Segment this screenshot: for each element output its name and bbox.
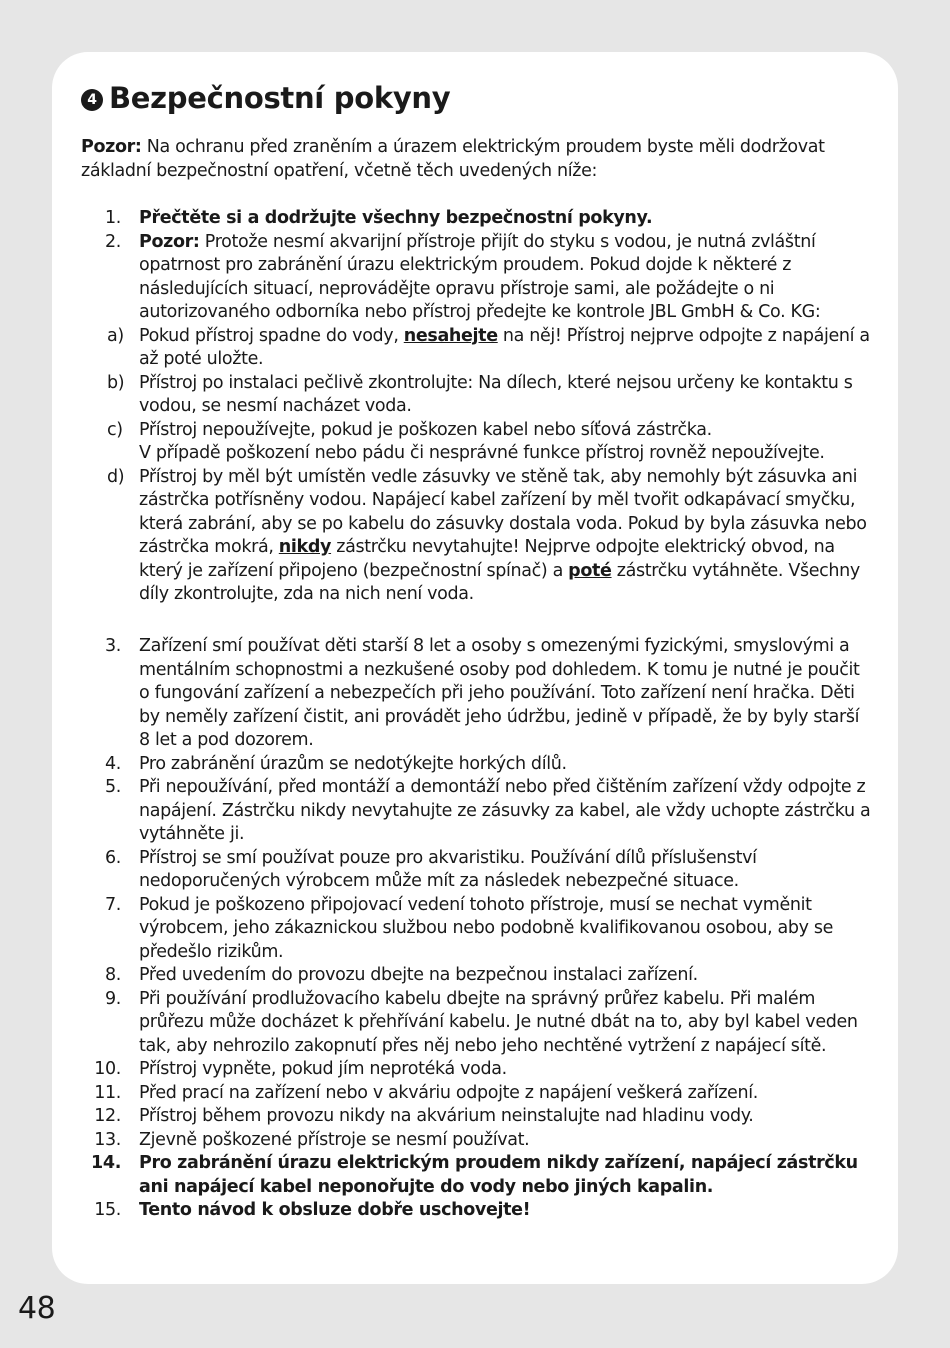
item-number: 2. bbox=[105, 231, 121, 252]
item-number: 3. bbox=[105, 636, 121, 656]
section-heading bbox=[81, 79, 450, 117]
item-text: Přístroj po instalaci pečlivě zkontrolujte: Na dílech, které nejsou určeny ke kontaktu s vodou, se nesmí nacházet voda. bbox=[139, 372, 853, 416]
item-text: na něj! Přístroj nejprve odpojte z napájení a až poté uložte. bbox=[139, 325, 870, 369]
list-item-13 bbox=[81, 1129, 871, 1153]
emphasis-text: nesahejte bbox=[403, 325, 498, 346]
item-number: 9. bbox=[105, 988, 121, 1009]
item-letter: d) bbox=[107, 466, 125, 487]
item-text: Pro zabránění úrazům se nedotýkejte horkých dílů. bbox=[139, 753, 567, 774]
list-item-15 bbox=[81, 1199, 871, 1223]
intro-text: Na ochranu před zraněním a úrazem elektrickým proudem byste měli dodržovat základní bezpečnostní opatření, včetně těch uvedených níže: bbox=[81, 137, 825, 181]
list-item-12 bbox=[81, 1105, 871, 1129]
item-number: 14. bbox=[91, 1153, 121, 1173]
list-item-14 bbox=[81, 1152, 871, 1199]
item-text: Přístroj během provozu nikdy na akvárium neinstalujte nad hladinu vody. bbox=[139, 1106, 754, 1126]
item-text: Přístroj se smí používat pouze pro akvaristiku. Používání dílů příslušenství nedoporučených výrobcem může mít za následek nebezpečné situace. bbox=[139, 847, 757, 891]
list-item-a bbox=[81, 325, 871, 372]
item-number: 5. bbox=[105, 777, 121, 797]
emphasis-text: nikdy bbox=[278, 537, 332, 557]
item-text: Při používání prodlužovacího kabelu dbejte na správný průřez kabelu. Při malém průřezu může docházet k přehřívání kabelu. Je nutné dbát na to, aby byl kabel veden tak, aby nehrozilo zakopnutí přes něj nebo jeho nechtěné vytržení z napájecí sítě. bbox=[139, 988, 858, 1056]
item-text: Při nepoužívání, před montáží a demontáží nebo před čištěním zařízení vždy odpojte z napájení. Zástrčku nikdy nevytahujte ze zásuvky za kabel, ale vždy uchopte zástrčku a vytáhněte ji. bbox=[139, 777, 871, 844]
item-text: Pokud je poškozeno připojovací vedení tohoto přístroje, musí se nechat vyměnit výrobcem, jeho zákaznickou službou nebo podobně kvalifikovanou osobou, aby se předešlo rizikům. bbox=[139, 894, 834, 962]
item-text: Tento návod k obsluze dobře uschovejte! bbox=[139, 1200, 531, 1220]
list-item-b bbox=[81, 372, 871, 419]
list-item-5 bbox=[81, 776, 871, 847]
item-text: Zjevně poškozené přístroje se nesmí používat. bbox=[139, 1129, 530, 1150]
list-item-9 bbox=[81, 988, 871, 1059]
intro-paragraph bbox=[81, 136, 871, 183]
item-number: 1. bbox=[105, 208, 121, 228]
list-item-c bbox=[81, 419, 871, 466]
item-number: 11. bbox=[94, 1082, 121, 1103]
item-number: 7. bbox=[105, 894, 121, 915]
item-number: 10. bbox=[94, 1059, 121, 1079]
item-letter: a) bbox=[107, 325, 124, 346]
list-item-6 bbox=[81, 847, 871, 894]
item-text: Přečtěte si a dodržujte všechny bezpečnostní pokyny. bbox=[139, 208, 653, 228]
list-item-d bbox=[81, 466, 871, 607]
list-item-8 bbox=[81, 964, 871, 988]
emphasis-text: poté bbox=[568, 560, 612, 581]
list-item-11 bbox=[81, 1082, 871, 1106]
list-item-2 bbox=[81, 231, 871, 325]
list-item-4 bbox=[81, 753, 871, 777]
list-item-10 bbox=[81, 1058, 871, 1082]
list-item-3 bbox=[81, 635, 871, 753]
item-text: zástrčku nevytahujte! Nejprve odpojte elektrický obvod, na který je zařízení připojeno (bezpečnostní spínač) a bbox=[139, 537, 835, 581]
item-letter: b) bbox=[107, 372, 125, 393]
item-text: Přístroj by měl být umístěn vedle zásuvky ve stěně tak, aby nemohly být zásuvka ani zástrčka potřísněny vodou. Napájecí kabel zařízení by měl tvořit odkapávací smyčku, která zabrání, aby se po kabelu do zásuvky dostala voda. Pokud by byla zásuvka nebo zástrčka mokrá, bbox=[139, 466, 867, 557]
item-text: Zařízení smí používat děti starší 8 let a osoby s omezenými fyzickými, smyslovými a mentálním schopnostmi a nezkušené osoby pod dohledem. K tomu je nutné je poučit o fungování zařízení a nebezpečích při jeho používání. Toto zařízení není hračka. Děti by neměly zařízení čistit, ani provádět jeho údržbu, jedině v případě, že by byly starší 8 let a pod dozorem. bbox=[139, 636, 860, 750]
item-text: Před uvedením do provozu dbejte na bezpečnou instalaci zařízení. bbox=[139, 965, 698, 985]
item-text: Přístroj nepoužívejte, pokud je poškozen kabel nebo síťová zástrčka. bbox=[139, 419, 712, 440]
item-text: Před prací na zařízení nebo v akváriu odpojte z napájení veškerá zařízení. bbox=[139, 1082, 758, 1103]
item-text: Přístroj vypněte, pokud jím neprotéká voda. bbox=[139, 1059, 507, 1079]
safety-list-part-1 bbox=[81, 207, 871, 607]
safety-list-part-2 bbox=[81, 635, 871, 1223]
list-item-7 bbox=[81, 894, 871, 965]
item-number: 4. bbox=[105, 753, 121, 774]
item-number: 13. bbox=[94, 1129, 121, 1150]
item-text: zástrčku vytáhněte. Všechny díly zkontrolujte, zda na nich není voda. bbox=[139, 560, 860, 604]
item-letter: c) bbox=[107, 419, 123, 440]
item-number: 12. bbox=[94, 1106, 121, 1126]
item-text: V případě poškození nebo pádu či nesprávné funkce přístroj rovněž nepoužívejte. bbox=[139, 443, 825, 463]
item-number: 15. bbox=[94, 1200, 121, 1220]
item-text: Protože nesmí akvarijní přístroje přijít do styku s vodou, je nutná zvláštní opatrnost pro zabránění úrazu elektrickým proudem. Pokud dojde k některé z následujících situací, neprovádějte opravu přístroje sami, ale požádejte o ni autorizovaného odborníka nebo přístroj předejte ke kontrole JBL GmbH & Co. KG: bbox=[139, 231, 821, 322]
page-number: 48 bbox=[18, 1291, 56, 1326]
item-label: Pozor: bbox=[139, 231, 200, 252]
item-text: Pro zabránění úrazu elektrickým proudem nikdy zařízení, napájecí zástrčku ani napájecí kabel neponořujte do vody nebo jiných kapalin. bbox=[139, 1153, 858, 1197]
item-text: Pokud přístroj spadne do vody, bbox=[139, 325, 404, 346]
item-number: 6. bbox=[105, 847, 121, 868]
list-item-1 bbox=[81, 207, 871, 231]
intro-label: Pozor: bbox=[81, 137, 142, 157]
content-card bbox=[52, 52, 898, 1284]
section-title: Bezpečnostní pokyny bbox=[109, 81, 451, 115]
item-number: 8. bbox=[105, 965, 121, 985]
section-number-badge: 4 bbox=[81, 89, 103, 111]
